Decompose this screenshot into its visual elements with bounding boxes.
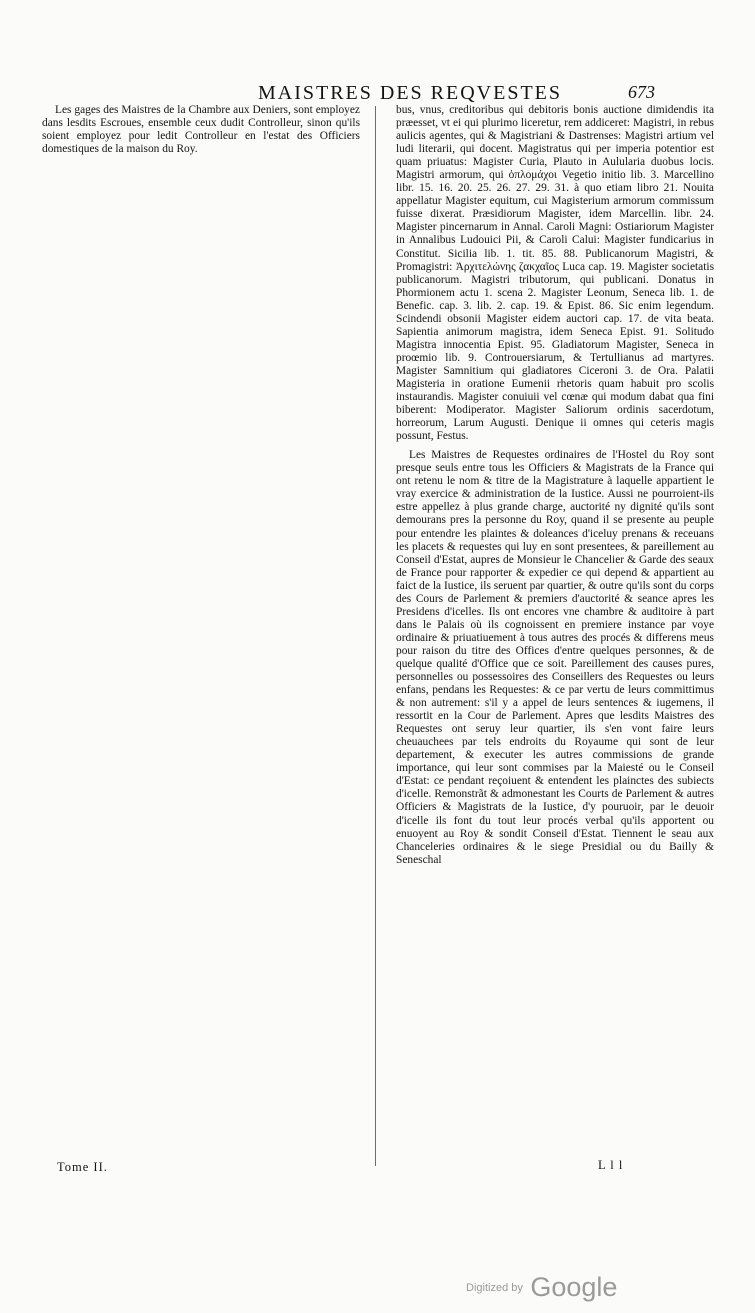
right-paragraph-2: Les Maistres de Requestes ordinaires de l'Hostel du Roy sont presque seuls entre tous les Officiers & Magistrats de la France qui ont retenu le nom & titre de la Magistrature à laquelle appartient le vray exercice & administration de la Iustice. Aussi ne pourroient-ils estre appellez à plus grande charge, auctorité ny dignité qu'ils sont demourans pres la personne du Roy, quand il se presente au peuple pour entendre les plaintes & doleances d'iceluy prenans & receuans les placets & requestes qui luy en sont presentees, & pareillement au Conseil d'Estat, aupres de Monsieur le Chancelier & Garde des seaux de France pour rapporter & expedier ce qui depend & appartient au faict de la Iustice, ils seruent par quartier, & outre qu'ils sont du corps des Cours de Parlement & premiers d'auctorité & seance apres les Presidens d'icelles. Ils ont encores vne chambre & auditoire à part dans le Palais où ils cognoissent en premiere instance par voye ordinaire & priuatiuement à tous autres des procés & differens meus pour raison du titre des Offices d'entre quelques personnes, & de quelque qualité d'Office que ce soit. Pareillement des causes pures, personnelles ou possessoires des Conseillers des Requestes ou leurs enfans, pendans les Requestes: & ce par vertu de leurs committimus & non autrement: s'il y a appel de leurs sentences & iugemens, il ressortit en la Cour de Parlement. Apres que lesdits Maistres des Requestes ont seruy leur quartier, ils s'en vont faire leurs cheuauchees par tels endroits du Royaume qui sont de leur departement, & executer les autres commissions de grande importance, qui leur sont commises par la Maiesté ou le Conseil d'Estat: ce pendant reçoiuent & entendent les plainctes des subiects d'icelle. Remonstrãt & admonestant les Courts de Parlement & autres Officiers & Magistrats de la Iustice, d'y pouruoir, par le deuoir d'icelle ils font du tout leur procés verbal qu'ils apportent ou enuoyent au Roy & sondit Conseil d'Estat. Tiennent le seau aux Chanceleries ordinaires & le siege Presidial ou du Bailly & Seneschal — [396, 449, 714, 866]
left-paragraph-1: Les gages des Maistres de la Chambre aux Deniers, sont employez dans lesdits Escroues, ensemble ceux dudit Controlleur, sinon qu'ils soient employez pour ledit Controlleur en l'estat des Officiers domestiques de la maison du Roy. — [42, 104, 360, 156]
watermark-prefix: Digitized by — [466, 1282, 523, 1294]
right-paragraph-1: bus, vnus, creditoribus qui debitoris bonis auctione dimidendis ita præesset, vt ei qui plurimo liceretur, rem addiceret: Magistri, in rebus aulicis agentes, qui & Magistriani & Dastrenses: Magistri artium vel ludi literarii, qui docent. Magistratus qui per imperia potentior est quam priuatus: Magister Curia, Plauto in Aulularia duobus locis. Magistri armorum, qui ὁπλομάχοι Vegetio initio lib. 3. Marcellino libr. 15. 16. 20. 25. 26. 27. 29. 31. à quo etiam libro 21. Nouita appellatur Magister equitum, cui Magisterium armorum commissum fuisse dixerat. Præsidiorum Magister, idem Marcellin. libr. 24. Magister pincernarum in Annal. Caroli Magni: Ostiariorum Magister in Annalibus Ludouici Pii, & Caroli Calui: Magister fundicarius in Constitut. Sicilia lib. 1. tit. 85. 88. Publicanorum Magistri, & Promagistri: Ἀρχιτελώνης ζακχαῖος Luca cap. 19. Magister societatis publicanorum. Magistri tributorum, qui publicani. Donatus in Phormionem actu 1. scena 2. Magister Leonum, Seneca lib. 1. de Benefic. cap. 3. lib. 2. cap. 19. & Epist. 86. Sic enim legendum. Scindendi obsonii Magister eidem auctori cap. 17. de vita beata. Sapientia animorum magistra, idem Seneca Epist. 91. Solitudo Magistra innocentia Epist. 95. Gladiatorum Magister, Seneca in proœmio lib. 9. Controuersiarum, & Tertullianus ad martyres. Magister Samnitium qui gladiatores Ciceroni 3. de Ora. Palatii Magisteria in oratione Eumenii rhetoris quam habuit pro scolis instaurandis. Magister conuiuii vel cœnæ qui modum dabat qua fini biberent: Modiperator. Magister Saliorum ordinis sacerdotum, horreorum, Larum Augusti. Denique ii omnes qui ceteris magis possunt, Festus. — [396, 104, 714, 443]
left-column — [42, 104, 360, 1154]
digitized-watermark — [466, 1272, 617, 1303]
signature-mark: L l l — [598, 1158, 624, 1172]
column-rule — [375, 106, 376, 1166]
running-head: MAISTRES DES REQVESTES — [257, 82, 563, 104]
right-column — [396, 104, 714, 1184]
page-number: 673 — [628, 82, 655, 102]
google-logo: Google — [530, 1272, 618, 1302]
volume-label: Tome II. — [57, 1160, 108, 1174]
